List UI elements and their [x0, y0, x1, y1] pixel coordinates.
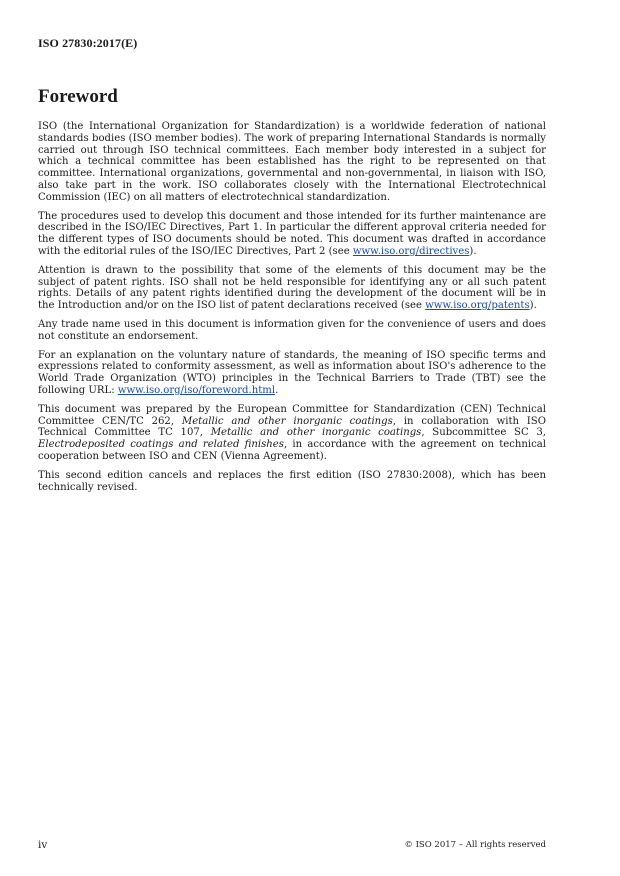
paragraph-text: Attention is drawn to the possibility that some of the elements of this document may be the subject of patent rights. ISO shall not be held responsible for identifying any or all such patent rights. Details of any patent rights identified during the development of the document will be in the Introduction and/or on the ISO list of patent declarations received (see — [38, 264, 546, 312]
copyright-notice: © ISO 2017 – All rights reserved — [404, 840, 546, 850]
subcommittee-title: Electrodeposited coatings and related finishes — [38, 439, 284, 451]
patents-link[interactable]: www.iso.org/patents — [425, 300, 530, 312]
paragraph-trade-name: Any trade name used in this document is information given for the convenience of users and does not constitute an endorsement. — [38, 318, 546, 342]
paragraph-edition: This second edition cancels and replaces the first edition (ISO 27830:2008), which has been technically revised. — [38, 469, 546, 493]
paragraph-text: The procedures used to develop this document and those intended for its further maintenance are described in the ISO/IEC Directives, Part 1. In particular the different approval criteria needed for the different types of ISO documents should be noted. This document was drafted in accordance with the editorial rules of the ISO/IEC Directives, Part 2 (see — [38, 210, 546, 257]
foreword-link[interactable]: www.iso.org/iso/foreword.html — [117, 384, 276, 396]
paragraph-procedures — [38, 211, 546, 258]
paragraph-prepared-by — [38, 404, 546, 463]
page-title: Foreword — [38, 86, 118, 107]
paragraph-text: For an explanation on the voluntary nature of standards, the meaning of ISO specific terms and expressions related to conformity assessment, as well as information about ISO's adherence to the World Trade Organization (WTO) principles in the Technical Barriers to Trade (TBT) see the following URL: — [38, 349, 546, 396]
paragraph-text: This document was prepared by the European Committee for Standardization (CEN) Technical Committee CEN/TC 262, — [38, 403, 546, 427]
page-number: iv — [38, 839, 48, 851]
paragraph-iso-intro: ISO (the International Organization for Standardization) is a worldwide federation of national standards bodies (ISO member bodies). The work of preparing International Standards is normally carried out through ISO technical committees. Each member body interested in a subject for which a technical committee has been established has the right to be represented on that committee. International organizations, governmental and non-governmental, in liaison with ISO, also take part in the work. ISO collaborates closely with the International Electrotechnical Commission (IEC) on all matters of electrotechnical standardization. — [38, 121, 546, 203]
committee-title: Metallic and other inorganic coatings — [181, 415, 393, 427]
paragraph-patents — [38, 265, 546, 312]
paragraph-text: , in collaboration with ISO Technical Committee TC 107, — [38, 415, 546, 439]
paragraph-text: , in accordance with the agreement on technical cooperation between ISO and CEN (Vienna Agreement). — [38, 439, 547, 462]
paragraph-text: . — [275, 384, 279, 396]
foreword-body — [38, 121, 546, 500]
paragraph-text: ). — [469, 245, 477, 257]
paragraph-voluntary-nature — [38, 350, 546, 397]
directives-link[interactable]: www.iso.org/directives — [352, 245, 470, 257]
paragraph-text: , Subcommittee SC 3, — [421, 427, 547, 439]
document-id-header: ISO 27830:2017(E) — [38, 36, 138, 50]
paragraph-text: ). — [529, 300, 537, 312]
committee-title: Metallic and other inorganic coatings — [210, 427, 422, 439]
